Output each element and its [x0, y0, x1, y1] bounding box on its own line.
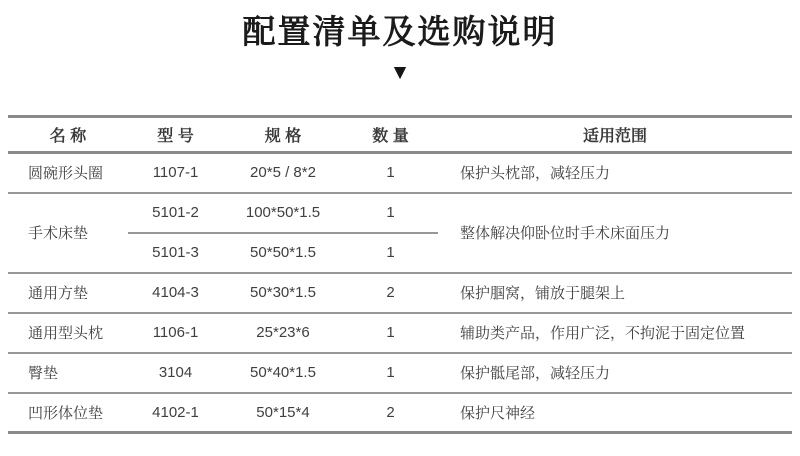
cell-model: 5101-2 [128, 193, 223, 233]
page-title: 配置清单及选购说明 [242, 13, 558, 50]
cell-qty: 1 [343, 153, 438, 193]
cell-spec: 50*30*1.5 [223, 273, 343, 313]
table-row [8, 313, 792, 353]
cell-qty: 1 [343, 233, 438, 273]
table-row [8, 393, 792, 433]
cell-name: 圆碗形头圈 [8, 153, 128, 193]
cell-qty: 1 [343, 193, 438, 233]
cell-qty: 2 [343, 273, 438, 313]
cell-name: 凹形体位垫 [8, 393, 128, 433]
cell-spec: 50*50*1.5 [223, 233, 343, 273]
cell-spec: 25*23*6 [223, 313, 343, 353]
cell-range: 保护腘窝，铺放于腿架上 [438, 273, 792, 313]
config-table [8, 115, 792, 434]
cell-spec: 50*15*4 [223, 393, 343, 433]
cell-model: 3104 [128, 353, 223, 393]
cell-model: 5101-3 [128, 233, 223, 273]
cell-range: 保护尺神经 [438, 393, 792, 433]
cell-range: 保护骶尾部，减轻压力 [438, 353, 792, 393]
table-row [8, 273, 792, 313]
cell-qty: 1 [343, 313, 438, 353]
column-header-spec: 规 格 [223, 117, 343, 153]
column-header-qty: 数 量 [343, 117, 438, 153]
cell-qty: 1 [343, 353, 438, 393]
header-row [8, 117, 792, 153]
table-row [8, 193, 792, 233]
cell-model: 1107-1 [128, 153, 223, 193]
cell-range: 辅助类产品，作用广泛，不拘泥于固定位置 [438, 313, 792, 353]
cell-range: 保护头枕部，减轻压力 [438, 153, 792, 193]
cell-name: 通用方垫 [8, 273, 128, 313]
cell-qty: 2 [343, 393, 438, 433]
cell-model: 4102-1 [128, 393, 223, 433]
cell-spec: 50*40*1.5 [223, 353, 343, 393]
table-row [8, 353, 792, 393]
column-header-name: 名 称 [8, 117, 128, 153]
arrow-down-icon: ▼ [389, 61, 411, 84]
table-row [8, 153, 792, 193]
cell-name: 臀垫 [8, 353, 128, 393]
cell-model: 1106-1 [128, 313, 223, 353]
cell-name: 通用型头枕 [8, 313, 128, 353]
column-header-model: 型 号 [128, 117, 223, 153]
cell-spec: 20*5 / 8*2 [223, 153, 343, 193]
cell-name-merged: 手术床垫 [8, 193, 128, 273]
cell-model: 4104-3 [128, 273, 223, 313]
column-header-range: 适用范围 [438, 117, 792, 153]
cell-spec: 100*50*1.5 [223, 193, 343, 233]
cell-range-merged: 整体解决仰卧位时手术床面压力 [438, 193, 792, 273]
